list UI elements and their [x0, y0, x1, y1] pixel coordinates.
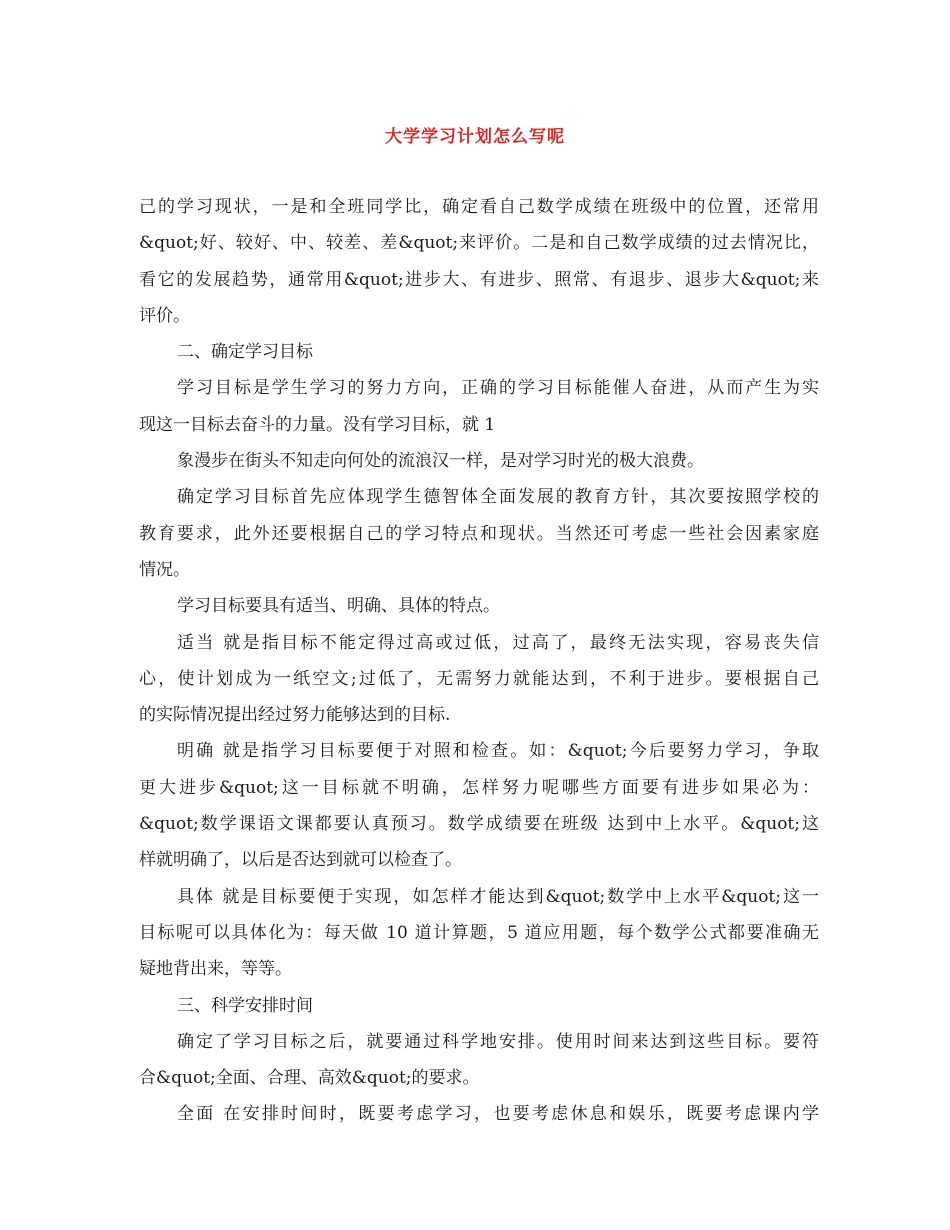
text-line: 确定了学习目标之后，就要通过科学地安排。使用时间来达到这些目标。要符 — [177, 1031, 819, 1052]
text-line: 合&quot;全面、合理、高效&quot;的要求。 — [139, 1068, 480, 1089]
text-line: 己的学习现状，一是和全班同学比，确定看自己数学成绩在班级中的位置，还常用 — [139, 197, 819, 217]
text-line: 疑地背出来，等等。 — [139, 959, 292, 980]
text-line: 的实际情况提出经过努力能够达到的目标. — [139, 705, 451, 726]
section-heading: 二、确定学习目标 — [177, 342, 313, 363]
text-line: 学习目标是学生学习的努力方向，正确的学习目标能催人奋进，从而产生为实 — [177, 378, 819, 399]
text-line: 适当 就是指目标不能定得过高或过低，过高了，最终无法实现，容易丧失信 — [177, 632, 819, 653]
text-line: 更大进步&quot;这一目标就不明确，怎样努力呢哪些方面要有进步如果必为： — [139, 777, 819, 798]
text-line: 全面 在安排时间时，既要考虑学习，也要考虑休息和娱乐，既要考虑课内学 — [177, 1104, 819, 1125]
document-title: 大学学习计划怎么写呢 — [385, 127, 565, 147]
text-line: &quot;好、较好、中、较差、差&quot;来评价。二是和自己数学成绩的过去情况比， — [139, 233, 819, 254]
text-line: 目标呢可以具体化为：每天做 10 道计算题，5 道应用题，每个数学公式都要准确无 — [139, 922, 819, 943]
text-line: 具体 就是目标要便于实现，如怎样才能达到&quot;数学中上水平&quot;这一 — [177, 886, 819, 907]
text-line: 明确 就是指学习目标要便于对照和检查。如：&quot;今后要努力学习，争取 — [177, 741, 819, 762]
text-line: 情况。 — [139, 559, 190, 580]
section-heading: 三、科学安排时间 — [177, 995, 313, 1016]
text-line: 看它的发展趋势，通常用&quot;进步大、有进步、照常、有退步、退步大&quot;来 — [139, 269, 819, 290]
text-line: 确定学习目标首先应体现学生德智体全面发展的教育方针，其次要按照学校的 — [177, 487, 819, 508]
text-line: 学习目标要具有适当、明确、具体的特点。 — [177, 596, 500, 617]
text-line: 现这一目标去奋斗的力量。没有学习目标，就 1 — [139, 414, 496, 435]
text-line: 心，使计划成为一纸空文;过低了，无需努力就能达到，不利于进步。要根据自己 — [139, 668, 819, 689]
text-line: &quot;数学课语文课都要认真预习。数学成绩要在班级 达到中上水平。&quot;这 — [139, 814, 819, 835]
text-line: 样就明确了，以后是否达到就可以检查了。 — [139, 850, 462, 871]
text-line: 教育要求，此外还要根据自己的学习特点和现状。当然还可考虑一些社会因素家庭 — [139, 523, 819, 544]
document-body — [139, 189, 819, 1133]
text-line: 象漫步在街头不知走向何处的流浪汉一样，是对学习时光的极大浪费。 — [177, 451, 704, 472]
text-line: 评价。 — [139, 305, 190, 326]
